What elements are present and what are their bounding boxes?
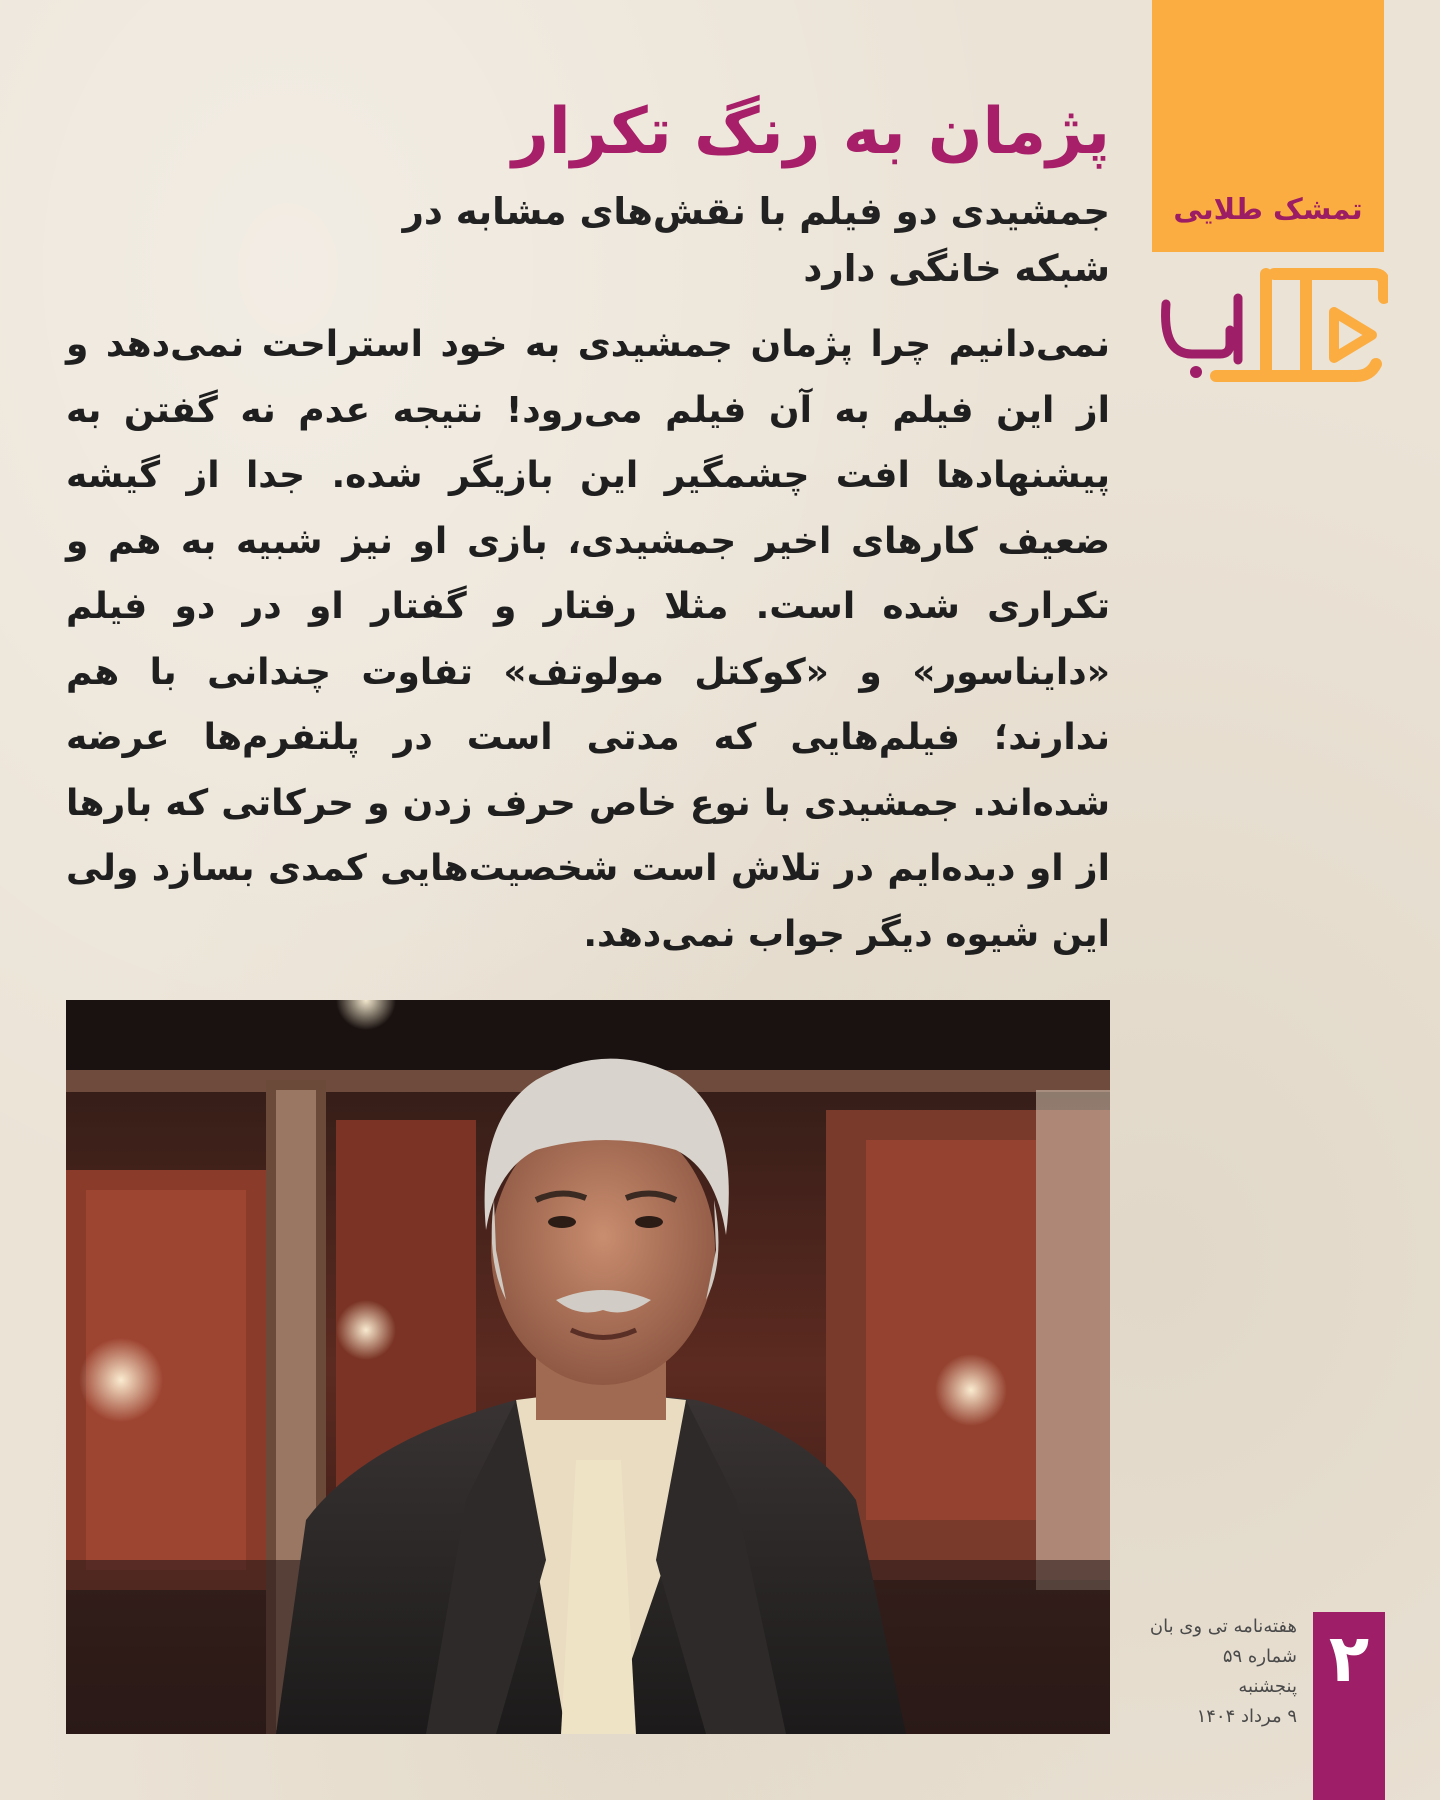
article-photo — [66, 1000, 1110, 1734]
issue-number: شماره ۵۹ — [1222, 1646, 1297, 1667]
section-label: تمشک طلایی — [1173, 192, 1363, 226]
page-number-box — [1313, 1612, 1385, 1800]
issue-publication: هفته‌نامه تی وی بان — [1149, 1616, 1297, 1637]
issue-info — [1110, 1612, 1297, 1732]
section-label-box — [1152, 0, 1384, 252]
issue-date: ۹ مرداد ۱۴۰۴ — [1196, 1706, 1297, 1727]
issue-weekday: پنجشنبه — [1238, 1676, 1297, 1697]
article-headline: پژمان به رنگ تکرار — [511, 95, 1110, 169]
article-body: نمی‌دانیم چرا پژمان جمشیدی به خود استراحت نمی‌دهد و از این فیلم به آن فیلم می‌رود! نتیجه عدم نه گفتن به پیشنهادها افت چشمگیر این بازیگر شده. جدا از گیشه ضعیف کارهای اخیر جمشیدی، بازی او نیز شبیه به هم و تکراری شده است. مثلا رفتار و گفتار او در دو فیلم «دایناسور» و «کوکتل مولوتف» تفاوت چندانی با هم ندارند؛ فیلم‌هایی که مدتی است در پلتفرم‌ها عرضه شده‌اند. جمشیدی با نوع خاص حرف زدن و حرکاتی که بارها از او دیده‌ایم در تلاش است شخصیت‌هایی کمدی بسازد ولی این شیوه دیگر جواب نمی‌دهد. — [66, 324, 1110, 955]
page-number: ۲ — [1328, 1620, 1370, 1697]
tv-ban-logo — [1156, 268, 1388, 386]
article-subheadline: جمشیدی دو فیلم با نقش‌های مشابه در شبکه خانگی دارد — [402, 190, 1110, 290]
